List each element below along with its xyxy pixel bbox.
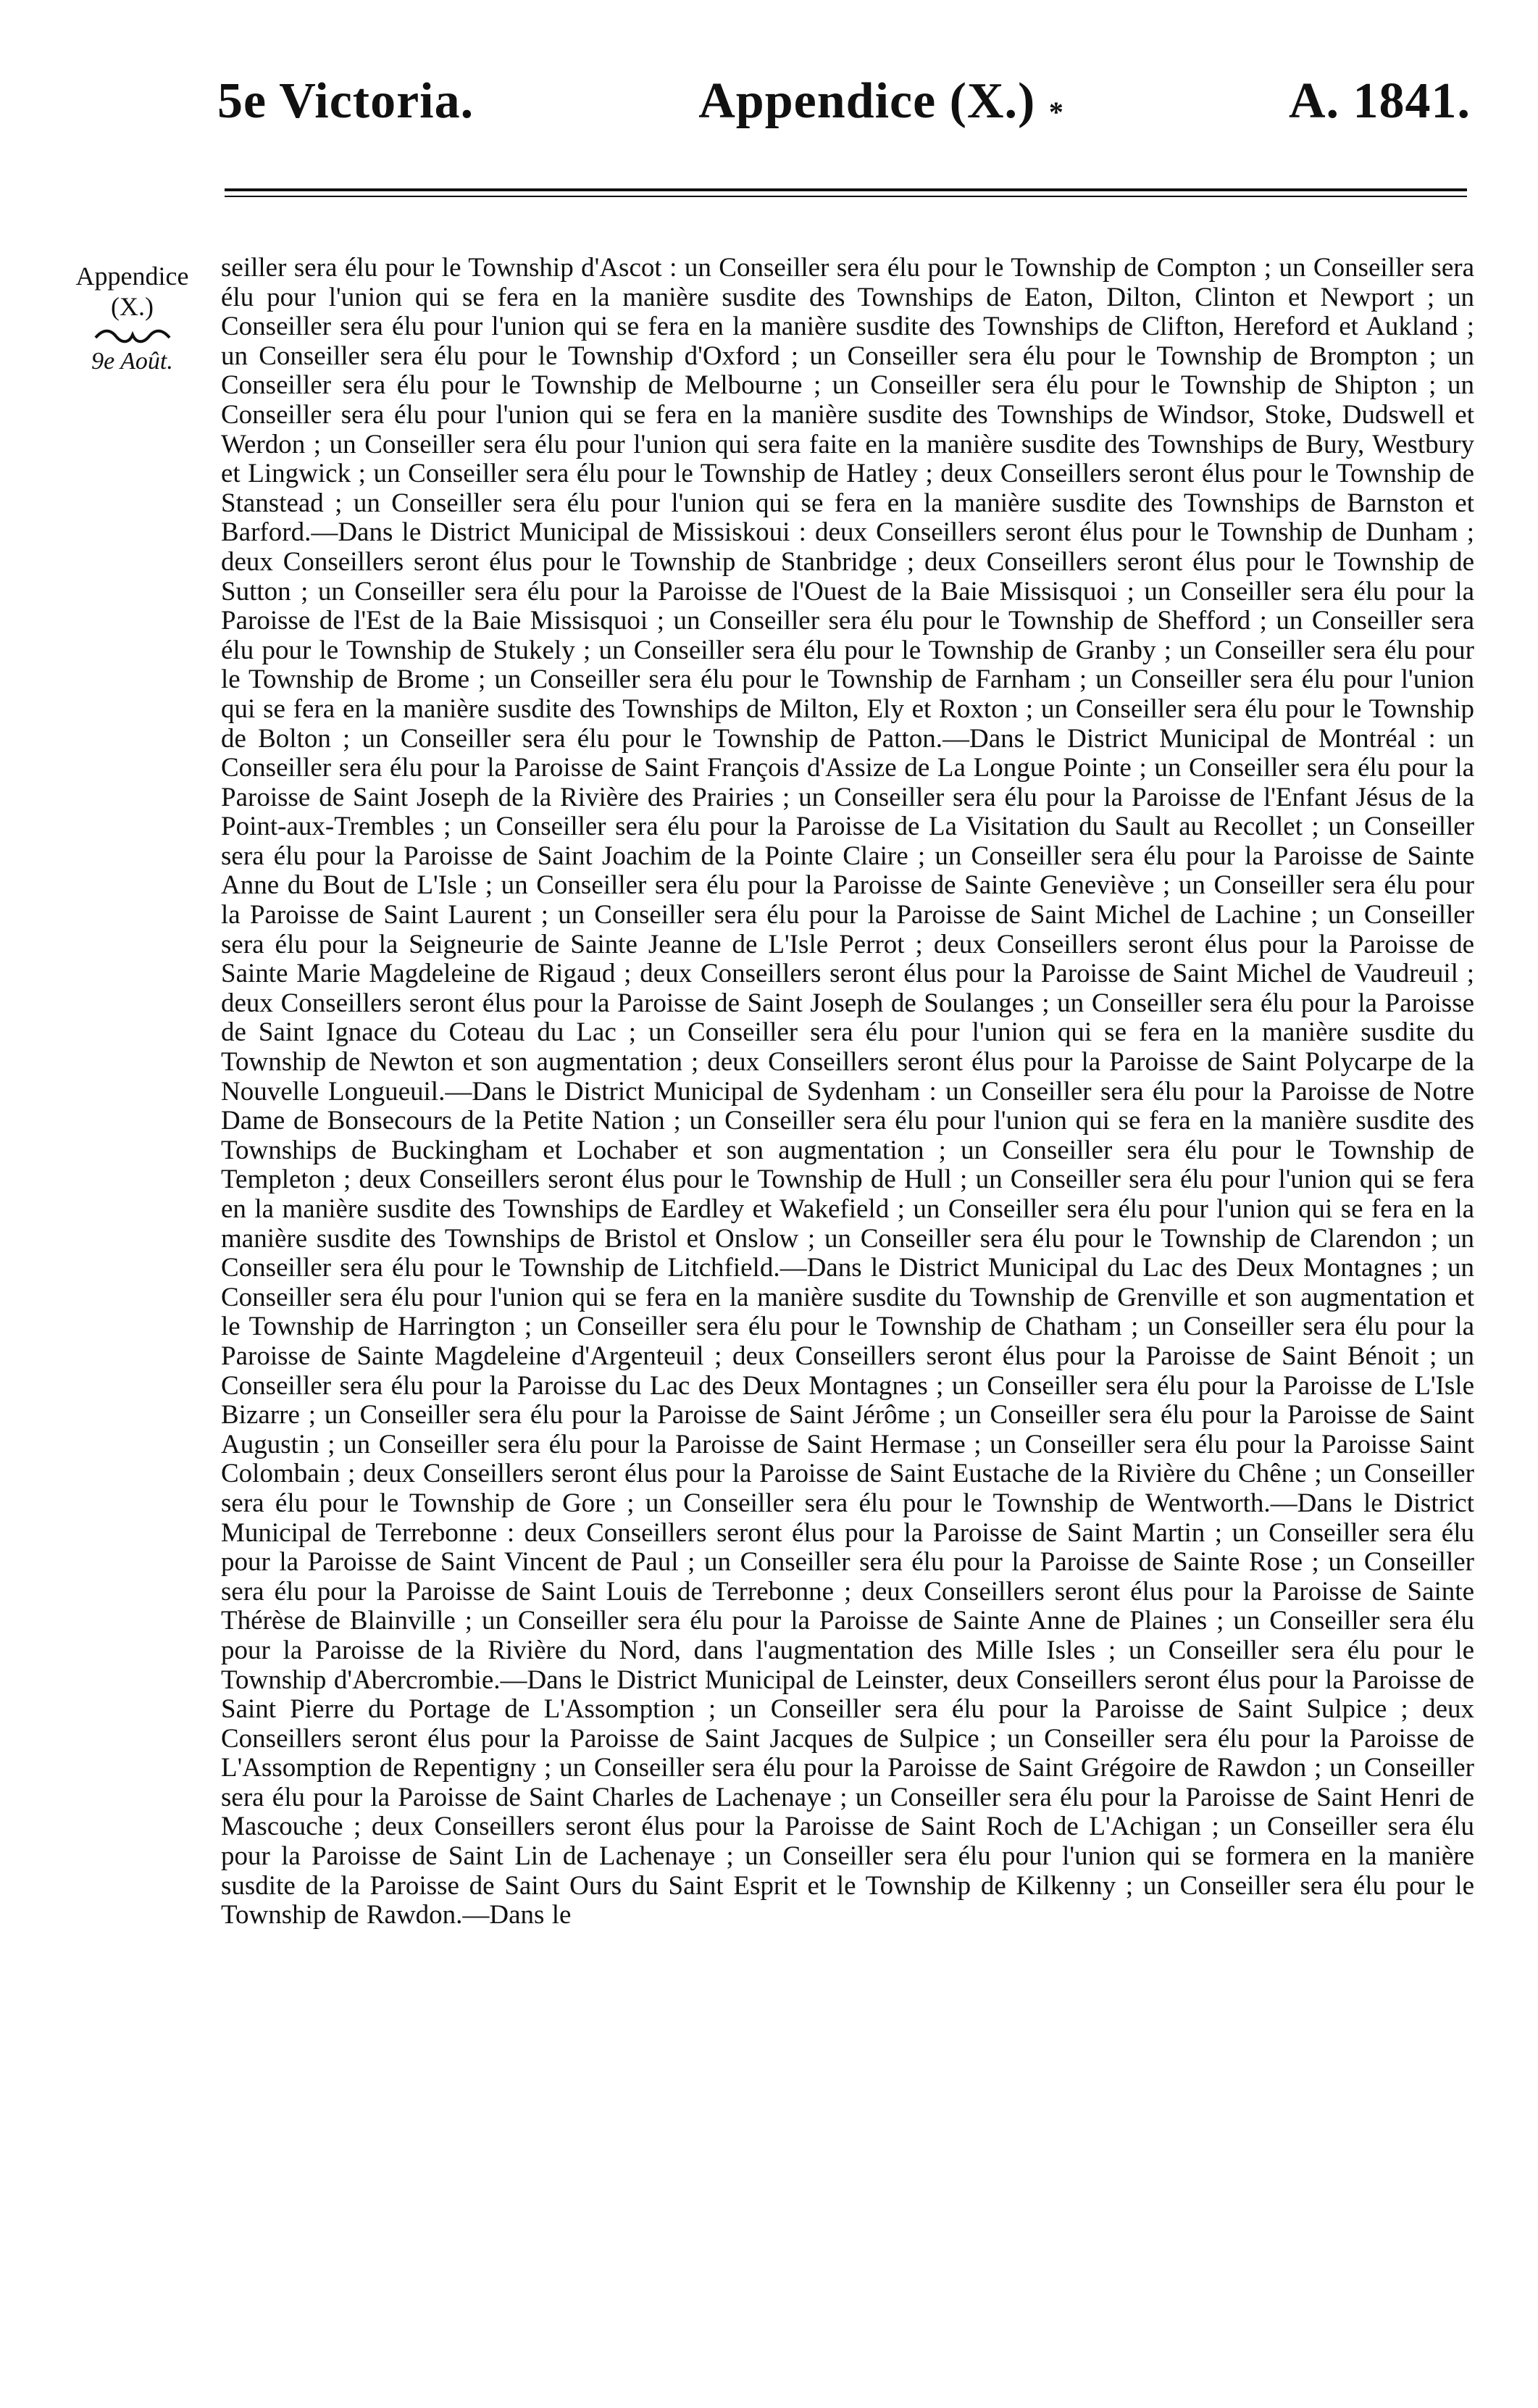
- margin-appendix-label: Appendice: [75, 262, 189, 291]
- header-appendix-label: Appendice (X.): [698, 73, 1036, 129]
- body-paragraph: seiller sera élu pour le Township d'Ascot : un Conseiller sera élu pour le Township de Compton ; un Conseiller sera élu pour l'union qui se fera en la manière susdite des Townships de Eaton, Dilton, Clinton et Newport ; un Conseiller sera élu pour l'union qui se fera en la manière susdite des Townships de Clifton, Hereford et Aukland ; un Conseiller sera élu pour le Township d'Oxford ; un Conseiller sera élu pour le Township de Brompton ; un Conseiller sera élu pour le Township de Melbourne ; un Conseiller sera élu pour le Township de Shipton ; un Conseiller sera élu pour l'union qui se fera en la manière susdite des Townships de Windsor, Stoke, Dudswell et Werdon ; un Conseiller sera élu pour l'union qui sera faite en la manière susdite des Townships de Bury, Westbury et Lingwick ; un Conseiller sera élu pour le Township de Hatley ; deux Conseillers seront élus pour le Township de Stanstead ; un Conseiller sera élu pour l'union qui se fera en la manière susdite des Townships de Barnston et Barford.—Dans le District Municipal de Missiskoui : deux Conseillers seront élus pour le Township de Dunham ; deux Conseillers seront élus pour le Township de Stanbridge ; deux Conseillers seront élus pour le Township de Sutton ; un Conseiller sera élu pour la Paroisse de l'Ouest de la Baie Missisquoi ; un Conseiller sera élu pour la Paroisse de l'Est de la Baie Missisquoi ; un Conseiller sera élu pour le Township de Shefford ; un Conseiller sera élu pour le Township de Stukely ; un Conseiller sera élu pour le Township de Granby ; un Conseiller sera élu pour le Township de Brome ; un Conseiller sera élu pour le Township de Farnham ; un Conseiller sera élu pour l'union qui se fera en la manière susdite des Townships de Milton, Ely et Roxton ; un Conseiller sera élu pour le Township de Bolton ; un Conseiller sera élu pour le Township de Patton.—Dans le District Municipal de Montréal : un Conseiller sera élu pour la Paroisse de Saint François d'Assize de La Longue Pointe ; un Conseiller sera élu pour la Paroisse de Saint Joseph de la Rivière des Prairies ; un Conseiller sera élu pour la Paroisse de l'Enfant Jésus de la Point-aux-Trembles ; un Conseiller sera élu pour la Paroisse de La Visitation du Sault au Recollet ; un Conseiller sera élu pour la Paroisse de Saint Joachim de la Pointe Claire ; un Conseiller sera élu pour la Paroisse de Sainte Anne du Bout de L'Isle ; un Conseiller sera élu pour la Paroisse de Sainte Geneviève ; un Conseiller sera élu pour la Paroisse de Saint Laurent ; un Conseiller sera élu pour la Paroisse de Saint Michel de Lachine ; un Conseiller sera élu pour la Seigneurie de Sainte Jeanne de L'Isle Perrot ; deux Conseillers seront élus pour la Paroisse de Sainte Marie Magdeleine de Rigaud ; deux Conseillers seront élus pour la Paroisse de Saint Michel de Vaudreuil ; deux Conseillers seront élus pour la Paroisse de Saint Joseph de Soulanges ; un Conseiller sera élu pour la Paroisse de Saint Ignace du Coteau du Lac ; un Conseiller sera élu pour l'union qui se fera en la manière susdite du Township de Newton et son augmentation ; deux Conseillers seront élus pour la Paroisse de Saint Polycarpe de la Nouvelle Longueuil.—Dans le District Municipal de Sydenham : un Conseiller sera élu pour la Paroisse de Notre Dame de Bonsecours de la Petite Nation ; un Conseiller sera élu pour l'union qui se fera en la manière susdite des Townships de Buckingham et Lochaber et son augmentation ; un Conseiller sera élu pour le Township de Templeton ; deux Conseillers seront élus pour le Township de Hull ; un Conseiller sera élu pour l'union qui se fera en la manière susdite des Townships de Eardley et Wakefield ; un Conseiller sera élu pour l'union qui se fera en la manière susdite des Townships de Bristol et Onslow ; un Conseiller sera élu pour le Township de Clarendon ; un Conseiller sera élu pour le Township de Litchfield.—Dans le District Municipal du Lac des Deux Montagnes ; un Conseiller sera élu pour l'union qui se fera en la manière susdite du Township de Grenville et son augmentation et le Township de Harrington ; un Conseiller sera élu pour le Township de Chatham ; un Conseiller sera élu pour la Paroisse de Sainte Magdeleine d'Argenteuil ; deux Conseillers seront élus pour la Paroisse de Saint Bénoit ; un Conseiller sera élu pour la Paroisse du Lac des Deux Montagnes ; un Conseiller sera élu pour la Paroisse de L'Isle Bizarre ; un Conseiller sera élu pour la Paroisse de Saint Jérôme ; un Conseiller sera élu pour la Paroisse de Saint Augustin ; un Conseiller sera élu pour la Paroisse de Saint Hermase ; un Conseiller sera élu pour la Paroisse Saint Colombain ; deux Conseillers seront élus pour la Paroisse de Saint Eustache de la Rivière du Chêne ; un Conseiller sera élu pour le Township de Gore ; un Conseiller sera élu pour le Township de Wentworth.—Dans le District Municipal de Terrebonne : deux Conseillers seront élus pour la Paroisse de Saint Martin ; un Conseiller sera élu pour la Paroisse de Saint Vincent de Paul ; un Conseiller sera élu pour la Paroisse de Sainte Rose ; un Conseiller sera élu pour la Paroisse de Saint Louis de Terrebonne ; deux Conseillers seront élus pour la Paroisse de Sainte Thérèse de Blainville ; un Conseiller sera élu pour la Paroisse de Sainte Anne de Plaines ; un Conseiller sera élu pour la Paroisse de la Rivière du Nord, dans l'augmentation des Mille Isles ; un Conseiller sera élu pour le Township d'Abercrombie.—Dans le District Municipal de Leinster, deux Conseillers seront élus pour la Paroisse de Saint Pierre du Portage de L'Assomption ; un Conseiller sera élu pour la Paroisse de Saint Sulpice ; deux Conseillers seront élus pour la Paroisse de Saint Jacques de Sulpice ; un Conseiller sera élu pour la Paroisse de L'Assomption de Repentigny ; un Conseiller sera élu pour la Paroisse de Saint Grégoire de Rawdon ; un Conseiller sera élu pour la Paroisse de Saint Charles de Lachenaye ; un Conseiller sera élu pour la Paroisse de Saint Henri de Mascouche ; deux Conseillers seront élus pour la Paroisse de Saint Roch de L'Achigan ; un Conseiller sera élu pour la Paroisse de Saint Lin de Lachenaye ; un Conseiller sera élu pour l'union qui se formera en la manière susdite de la Paroisse de Saint Ours du Saint Esprit et le Township de Kilkenny ; un Conseiller sera élu pour le Township de Rawdon.—Dans le: [221, 253, 1474, 1930]
- header-asterisk: *: [1048, 96, 1064, 128]
- header-rule: [225, 188, 1467, 197]
- header-rule-thin: [225, 196, 1467, 197]
- margin-appendix-letter: (X.): [111, 292, 154, 321]
- header-appendix-title: [698, 72, 1064, 130]
- margin-date: 9e Août.: [91, 348, 173, 375]
- margin-note: [51, 261, 214, 377]
- running-header: [217, 69, 1471, 134]
- header-year: A. 1841.: [1288, 73, 1471, 129]
- header-regnal-year: 5e Victoria.: [217, 73, 475, 129]
- flourish-ornament-icon: [93, 328, 172, 343]
- header-rule-thick: [225, 188, 1467, 191]
